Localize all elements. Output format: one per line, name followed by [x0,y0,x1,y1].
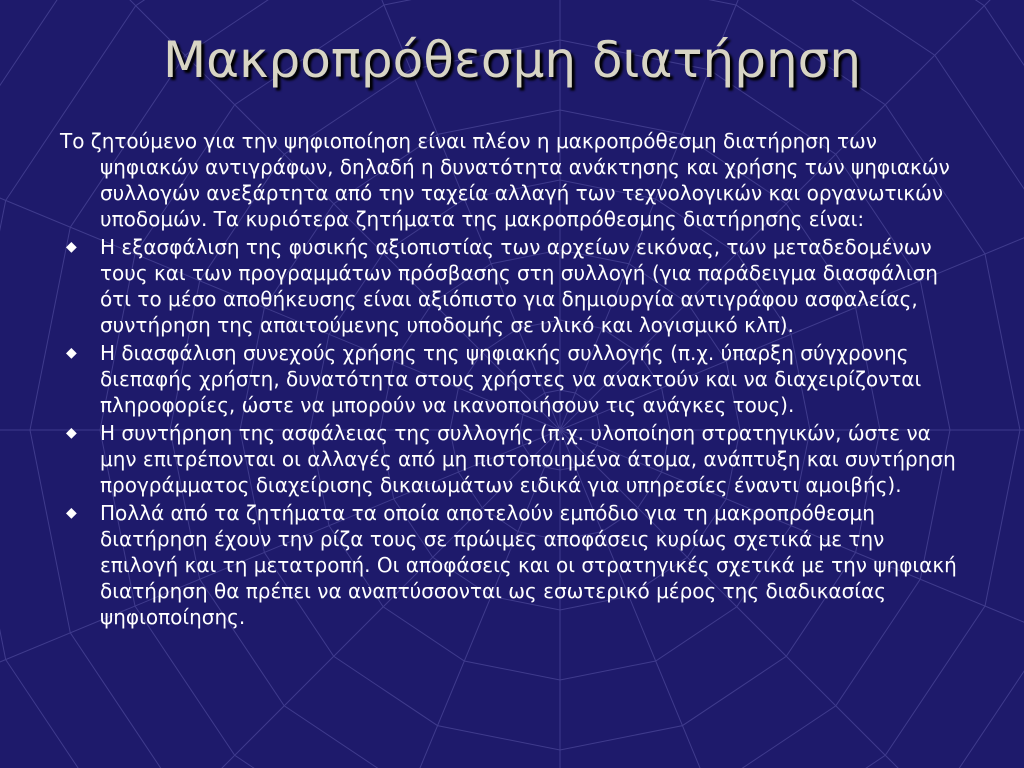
diamond-bullet-icon: ◆ [66,345,77,361]
diamond-bullet-icon: ◆ [66,505,77,521]
slide-body [60,128,960,632]
bullet-item [60,234,960,338]
bullet-item [60,340,960,418]
bullet-item [60,420,960,498]
diamond-bullet-icon: ◆ [66,425,77,441]
bullet-text: Η συντήρηση της ασφάλειας της συλλογής (π.χ. υλοποίηση στρατηγικών, ώστε να μην επιτρέπονται οι αλλαγές από μη πιστοποιημένα άτομα, ανάπτυξη και συντήρηση προγράμματος διαχείρισης δικαιωμάτων ειδικά για υπηρεσίες έναντι αμοιβής). [100,421,956,497]
bullet-text: Πολλά από τα ζητήματα τα οποία αποτελούν εμπόδιο για τη μακροπρόθεσμη διατήρηση έχουν την ρίζα τους σε πρώιμες αποφάσεις κυρίως σχετικά με την επιλογή και τη μετατροπή. Οι αποφάσεις και οι στρατηγικές σχετικά με την ψηφιακή διατήρηση θα πρέπει να αναπτύσσονται ως εσωτερικό μέρος της διαδικασίας ψηφιοποίησης. [100,501,957,629]
bullet-text: Η διασφάλιση συνεχούς χρήσης της ψηφιακής συλλογής (π.χ. ύπαρξη σύγχρονης διεπαφής χρήστη, δυνατότητα στους χρήστες να ανακτούν και να διαχειρίζονται πληροφορίες, ώστε να μπορούν να ικανοποιήσουν τις ανάγκες τους). [100,341,922,417]
bullet-item [60,500,960,630]
bullet-list [60,234,960,630]
slide-title: Μακροπρόθεσμη διατήρηση [162,31,862,89]
diamond-bullet-icon: ◆ [66,239,77,255]
intro-paragraph: Το ζητούμενο για την ψηφιοποίηση είναι πλέον η μακροπρόθεσμη διατήρηση των ψηφιακών αντιγράφων, δηλαδή η δυνατότητα ανάκτησης και χρήσης των ψηφιακών συλλογών ανεξάρτητα από την ταχεία αλλαγή των τεχνολογικών και οργανωτικών υποδομών. Τα κυριότερα ζητήματα της μακροπρόθεσμης διατήρησης είναι: [60,129,950,231]
bullet-text: Η εξασφάλιση της φυσικής αξιοπιστίας των αρχείων εικόνας, των μεταδεδομένων τους και των προγραμμάτων πρόσβασης στη συλλογή (για παράδειγμα διασφάλιση ότι το μέσο αποθήκευσης είναι αξιόπιστο για δημιουργία αντιγράφου ασφαλείας, συντήρηση της απαιτούμενης υποδομής σε υλικό και λογισμικό κλπ). [100,235,938,337]
